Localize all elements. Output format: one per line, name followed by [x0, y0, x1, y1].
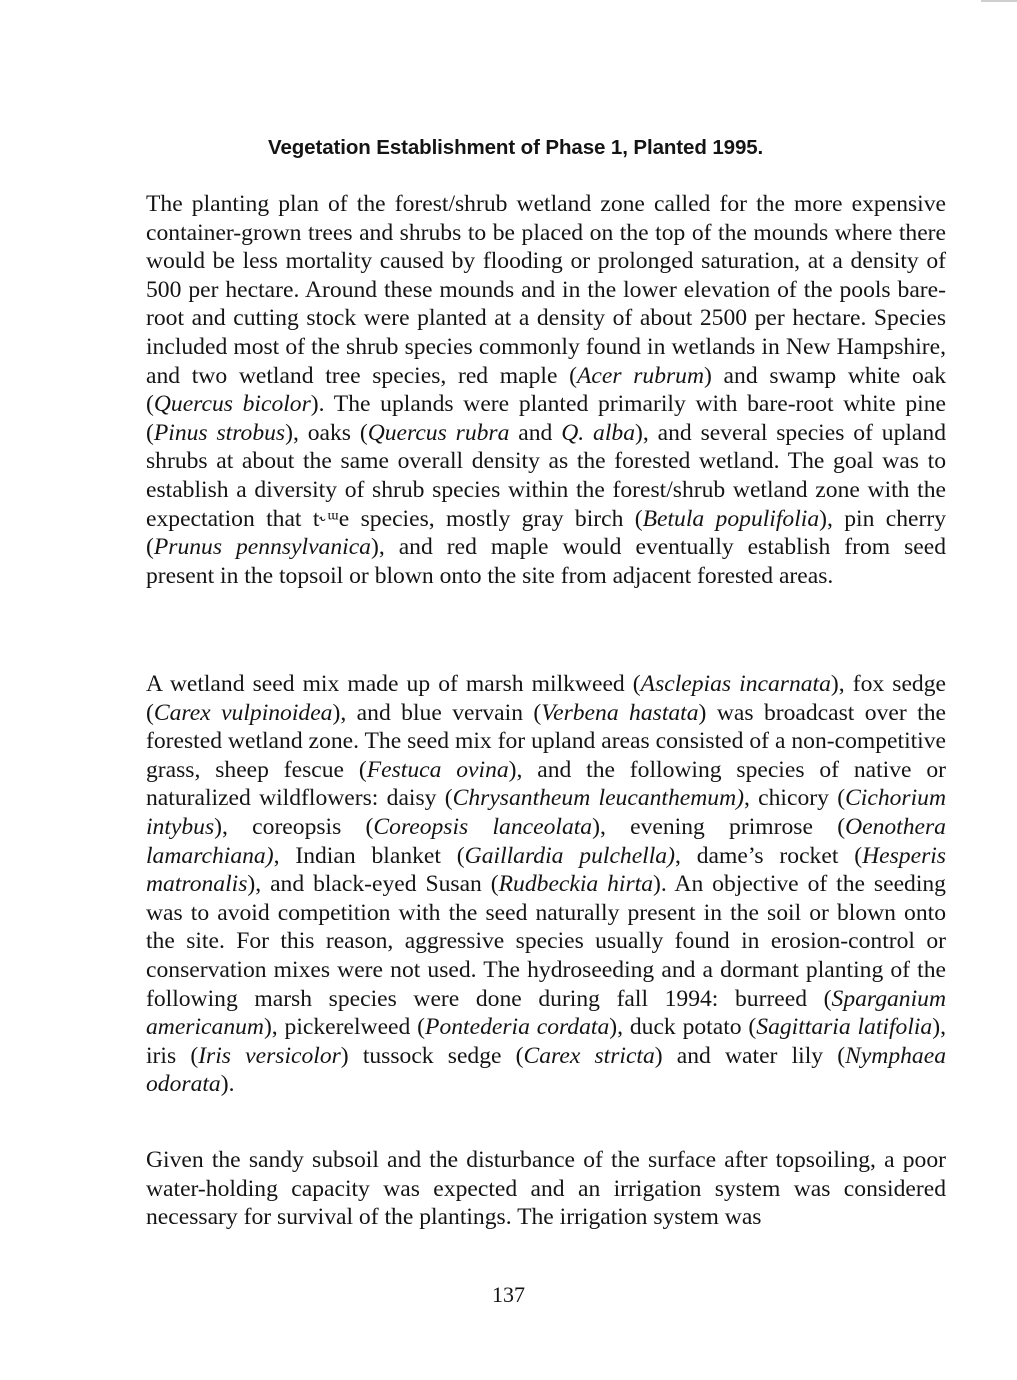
- species-name: Quercus rubra: [367, 419, 510, 446]
- species-name: Acer rubrum: [576, 362, 705, 389]
- text-run: A wetland seed mix made up of marsh milkweed (: [146, 671, 641, 697]
- species-name: Quercus bicolor: [153, 391, 311, 418]
- species-name: Sagittaria latifolia: [756, 1014, 933, 1041]
- text-run: , dame’s rocket (: [674, 842, 863, 869]
- species-name: Hesperis matronalis: [146, 842, 946, 898]
- species-name: Cichorium intybus: [146, 785, 946, 840]
- text-run: and: [509, 419, 562, 446]
- species-name: Festuca ovina: [366, 756, 509, 783]
- scan-edge-mark: [981, 0, 1017, 2]
- text-run: ). An objective of the seeding was to avoid competition with the seed naturally present in the soil or blown onto the site. For this reason, aggressive species usually found in erosion-control or conservation mixes were not used. The hydroseeding and a dormant planting of the following marsh species were done during fall 1994: burreed (: [146, 871, 946, 1012]
- species-name: Betula populifolia: [642, 505, 820, 532]
- text-run: The planting plan of the forest/shrub wetland zone called for the more expensive container-grown trees and shrubs to be placed on the top of the mounds where there would be less mortality caused by flooding or prolonged saturation, at a density of 500 per hectare. Around these mounds and in the lower elevation of the pools bare-root and cutting stock were planted at a density of about 2500 per hectare. Species included most of the shrub species commonly found in wetlands in New Hampshire, and two wetland tree species, red maple (: [146, 191, 946, 389]
- section-title: Vegetation Establishment of Phase 1, Planted 1995.: [268, 136, 764, 159]
- text-run: Given the sandy subsoil and the disturbance of the surface after topsoiling, a poor water-holding capacity was expected and an irrigation system was considered necessary for survival of the plantings. The irrigation system was: [146, 1147, 946, 1231]
- text-run: ), oaks (: [285, 419, 368, 446]
- text-run: ), and black-eyed Susan (: [247, 871, 499, 898]
- page-number: 137: [492, 1282, 525, 1307]
- text-run: ).: [220, 1071, 235, 1098]
- text-run: ) and swamp white oak (: [146, 362, 947, 418]
- text-run: ), pin cherry (: [146, 505, 947, 561]
- species-name: Pontederia cordata: [425, 1014, 610, 1041]
- text-run: ), iris (: [146, 1014, 946, 1069]
- species-name: Carex vulpinoidea: [153, 699, 333, 726]
- text-run: , Indian blanket (: [273, 842, 465, 869]
- paragraph-planting-plan: [146, 190, 946, 590]
- species-name: Gaillardia pulchella): [464, 842, 675, 869]
- species-name: Pinus strobus: [153, 419, 286, 446]
- species-name: Coreopsis lanceolata: [373, 813, 593, 840]
- species-name: Iris versicolor: [198, 1042, 341, 1069]
- species-name: Q. alba: [561, 419, 635, 446]
- species-name: Sparganium americanum: [146, 985, 946, 1041]
- species-name: Prunus pennsylvanica: [153, 534, 371, 561]
- species-name: Oenothera lamarchiana): [146, 813, 946, 869]
- species-name: Asclepias incarnata: [640, 671, 831, 697]
- text-run: ), pickerelweed (: [263, 1014, 426, 1041]
- species-name: Carex stricta: [523, 1042, 655, 1069]
- text-run: , chicory (: [743, 785, 846, 812]
- species-name: Nymphaea odorata: [146, 1042, 946, 1098]
- text-run: ) was broadcast over the forested wetland zone. The seed mix for upland areas consisted of a non-competitive grass, sheep fescue (: [146, 699, 946, 783]
- text-run: ), duck potato (: [609, 1014, 757, 1041]
- text-run: ) and water lily (: [654, 1042, 846, 1069]
- text-run: ), and blue vervain (: [332, 699, 542, 726]
- text-run: ). The uplands were planted primarily with bare-root white pine (: [146, 391, 946, 446]
- paragraph-seed-mix: [146, 670, 946, 1099]
- species-name: Rudbeckia hirta: [498, 871, 654, 898]
- text-run: ), evening primrose (: [592, 813, 846, 840]
- text-run: ), and the following species of native or naturalized wildflowers: daisy (: [146, 756, 946, 812]
- text-run: ) tussock sedge (: [340, 1042, 524, 1069]
- text-run: ), and red maple would eventually establish from seed present in the topsoil or blown onto the site from adjacent forested areas.: [146, 534, 946, 589]
- text-run: ), fox sedge (: [146, 671, 946, 726]
- paragraph-irrigation: [146, 1146, 946, 1232]
- species-name: Verbena hastata: [541, 699, 699, 726]
- text-run: ), and several species of upland shrubs at about the same overall density as the forested wetland. The goal was to establish a diversity of shrub species within the forest/shrub wetland zone with the expectation that t˞ᵚe species, mostly gray birch (: [146, 419, 946, 532]
- species-name: Chrysantheum leucanthemum): [452, 785, 744, 812]
- text-run: ), coreopsis (: [214, 813, 374, 840]
